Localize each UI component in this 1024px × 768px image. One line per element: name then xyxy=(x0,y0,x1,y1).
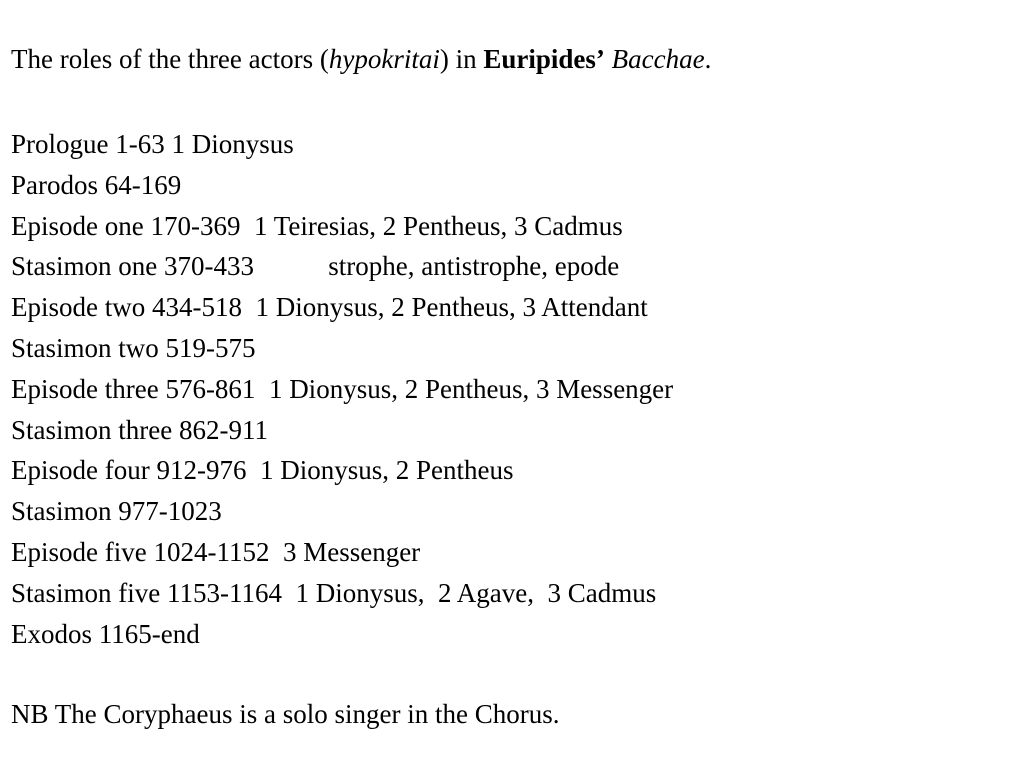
section-label: Episode four 912-976 xyxy=(11,455,260,486)
section-label: Parodos 64-169 xyxy=(11,169,182,200)
list-item xyxy=(11,124,673,165)
actors-label: 1 Dionysus, 2 Pentheus xyxy=(259,455,514,486)
actors-label: 1 Dionysus, 2 Pentheus, 3 Attendant xyxy=(255,292,648,323)
actors-label: 1 Dionysus xyxy=(171,129,294,159)
title-text-4: . xyxy=(704,44,712,74)
structure-list xyxy=(11,124,673,654)
list-item xyxy=(11,246,673,287)
section-label: Exodos 1165-end xyxy=(11,618,200,649)
title-text-2: ) in xyxy=(439,44,484,74)
section-label: Prologue 1-63 xyxy=(11,129,172,159)
list-item xyxy=(11,532,673,573)
list-item xyxy=(11,287,673,328)
list-item xyxy=(11,410,673,451)
section-label: Stasimon one 370-433 xyxy=(11,251,329,282)
section-label: Stasimon three 862-911 xyxy=(11,414,268,445)
title-term-hypokritai: hypokritai xyxy=(328,44,440,74)
section-label: Episode two 434-518 xyxy=(11,292,256,323)
list-item xyxy=(11,491,673,532)
actors-label: 1 Dionysus, 2 Agave, 3 Cadmus xyxy=(295,577,657,608)
list-item xyxy=(11,614,673,655)
actors-label: strophe, antistrophe, epode xyxy=(328,251,620,282)
list-item xyxy=(11,206,673,247)
list-item xyxy=(11,165,673,206)
actors-label: 3 Messenger xyxy=(282,536,421,567)
page-title xyxy=(11,42,711,76)
section-label: Stasimon two 519-575 xyxy=(11,332,256,363)
section-label: Stasimon five 1153-1164 xyxy=(11,577,296,608)
title-author: Euripides’ xyxy=(483,44,605,74)
list-item xyxy=(11,573,673,614)
section-label: Episode one 170-369 xyxy=(11,210,254,241)
section-label: Stasimon 977-1023 xyxy=(11,496,222,527)
title-text-3 xyxy=(605,44,612,74)
section-label: Episode five 1024-1152 xyxy=(11,536,283,567)
list-item xyxy=(11,450,673,491)
actors-label: 1 Teiresias, 2 Pentheus, 3 Cadmus xyxy=(253,210,623,241)
section-label: Episode three 576-861 xyxy=(11,373,269,404)
title-text-1: The roles of the three actors ( xyxy=(11,44,329,74)
title-play: Bacchae xyxy=(611,44,705,74)
list-item xyxy=(11,328,673,369)
actors-label: 1 Dionysus, 2 Pentheus, 3 Messenger xyxy=(268,373,674,404)
footnote: NB The Coryphaeus is a solo singer in the Chorus. xyxy=(11,699,560,729)
list-item xyxy=(11,369,673,410)
